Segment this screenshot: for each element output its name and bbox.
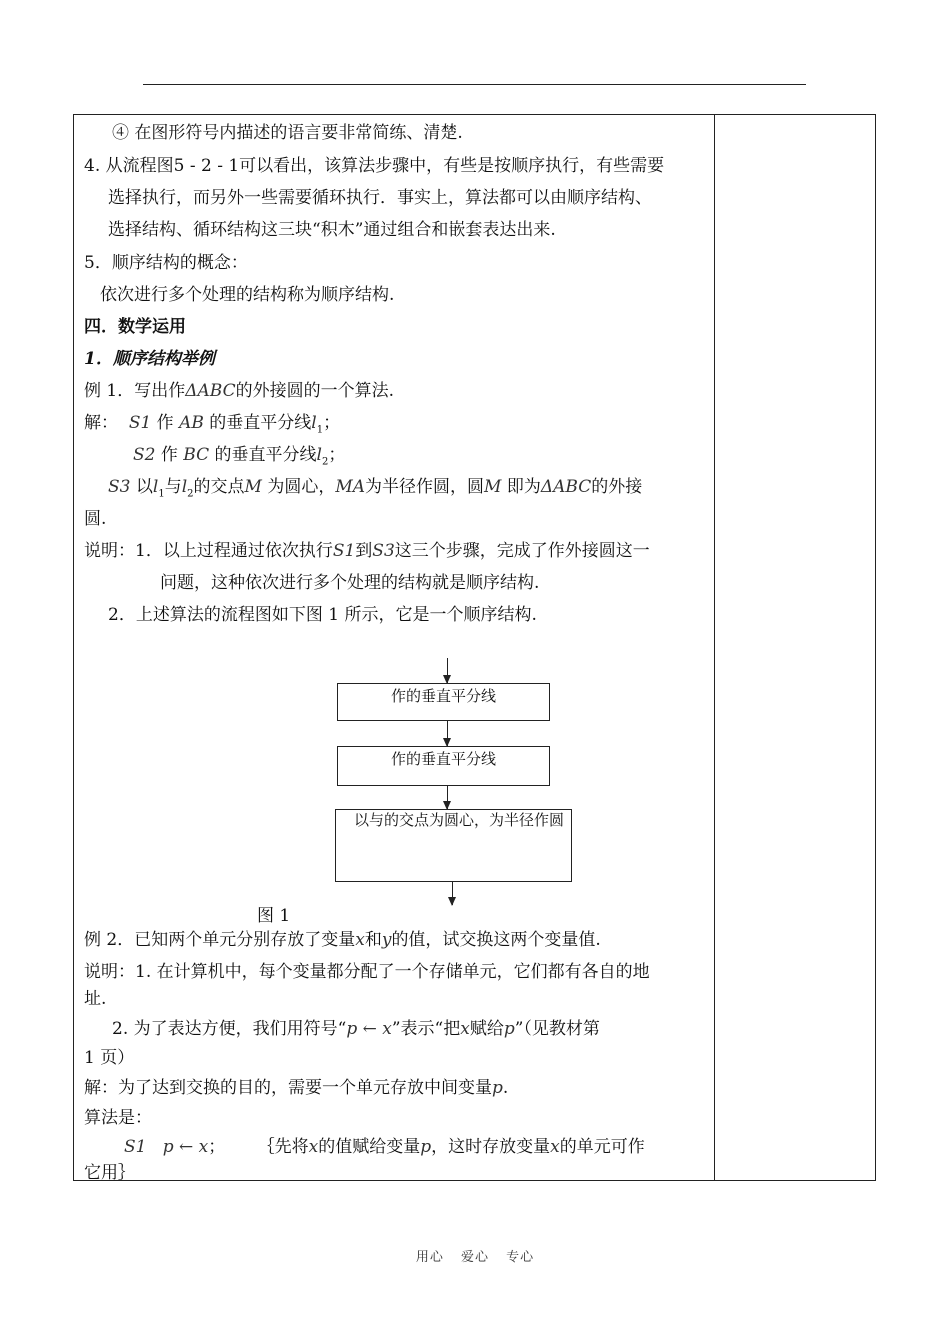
flow-box-step-2: 作的垂直平分线 <box>337 746 550 786</box>
math: BC <box>183 445 210 465</box>
text-line: 选择执行，而另外一些需要循环执行．事实上，算法都可以由顺序结构、 <box>108 188 652 208</box>
text-line: 5．顺序结构的概念： <box>84 253 248 273</box>
text: 为半径作圆，圆 <box>365 477 485 497</box>
text: 的外接 <box>591 477 643 497</box>
text: 作 <box>151 413 180 433</box>
flow-arrow <box>447 721 448 746</box>
footer-item: 专心 <box>506 1250 535 1265</box>
text: 即为 <box>501 477 541 497</box>
page-footer <box>0 1246 950 1265</box>
text: 的值，试交换这两个变量值. <box>391 930 601 950</box>
math: p <box>492 1078 503 1098</box>
text: ； <box>208 1137 226 1157</box>
text: 2. 为了表达方便，我们用符号“ <box>112 1019 347 1039</box>
subscript: 1 <box>158 488 165 500</box>
text: 和 <box>364 930 382 950</box>
solution-step-3 <box>108 472 642 509</box>
text-line: 依次进行多个处理的结构称为顺序结构. <box>100 285 395 305</box>
math: l <box>316 445 322 465</box>
subscript: 2 <box>187 488 194 500</box>
text-line: 算法是： <box>84 1108 152 1128</box>
note-2-line <box>112 1014 600 1045</box>
text: 的垂直平分线 <box>209 445 317 465</box>
text: ； <box>328 445 346 465</box>
flow-box-step-1: 作的垂直平分线 <box>337 683 550 721</box>
subscript: 2 <box>321 456 329 468</box>
text-line: 2．上述算法的流程图如下图 1 所示，它是一个顺序结构. <box>108 605 537 625</box>
math: l <box>181 477 188 497</box>
math: S1 <box>332 541 356 561</box>
subsection-heading: 1．顺序结构举例 <box>84 349 215 369</box>
example-1-line <box>84 376 394 407</box>
footer-item: 用心 <box>415 1250 444 1265</box>
math: S2 <box>133 445 156 465</box>
math: S1 <box>124 1137 147 1157</box>
math: S3 <box>108 477 131 497</box>
text: 到 <box>355 541 373 561</box>
text-line: 1 页） <box>84 1048 135 1068</box>
text-line: 它用｝ <box>84 1163 135 1183</box>
math: p ← x <box>346 1019 392 1039</box>
math: ΔABC <box>185 381 236 401</box>
text-line: 选择结构、循环结构这三块“积木”通过组合和嵌套表达出来. <box>108 220 556 240</box>
math: AB <box>179 413 204 433</box>
flow-box-step-3 <box>335 809 572 882</box>
text: ，这时存放变量 <box>431 1137 551 1157</box>
text: 为圆心， <box>261 477 336 497</box>
note-1-line <box>84 536 650 567</box>
flow-box-label: 以与的交点为圆心，为半径作圆 <box>354 811 565 829</box>
math: S1 <box>128 413 152 433</box>
section-heading: 四．数学运用 <box>84 317 186 337</box>
text: ”表示“把 <box>391 1019 461 1039</box>
algorithm-step-1 <box>124 1132 645 1163</box>
text-line: 说明：1. 在计算机中，每个变量都分配了一个存储单元，它们都有各自的地 <box>84 962 650 982</box>
text-line: 圆. <box>84 509 107 529</box>
text: 的交点 <box>193 477 245 497</box>
math: p ← x <box>162 1137 209 1157</box>
math: p <box>420 1137 432 1157</box>
text: 的垂直平分线 <box>203 413 312 433</box>
text: 例 1．写出作 <box>84 381 186 401</box>
text: 例 2．已知两个单元分别存放了变量 <box>84 930 356 950</box>
text-line: 4. 从流程图5 - 2 - 1可以看出，该算法步骤中，有些是按顺序执行，有些需要 <box>84 156 665 176</box>
text-line: 问题，这种依次进行多个处理的结构就是顺序结构. <box>160 573 540 593</box>
math: y <box>381 930 392 950</box>
flowchart <box>330 655 590 895</box>
text: . <box>502 1078 509 1098</box>
math: M <box>484 477 502 497</box>
math: l <box>152 477 159 497</box>
math: M <box>244 477 262 497</box>
math: x <box>355 930 365 950</box>
text: 与 <box>164 477 182 497</box>
text: 解： <box>84 413 118 433</box>
text: 这三个步骤，完成了作外接圆这一 <box>394 541 650 561</box>
math: l <box>311 413 317 433</box>
math: x <box>550 1137 560 1157</box>
text: 作 <box>155 445 184 465</box>
text: 赋给 <box>469 1019 504 1039</box>
math: x <box>308 1137 319 1157</box>
text-line: ④ 在图形符号内描述的语言要非常简练、清楚. <box>112 123 463 143</box>
math: MA <box>335 477 366 497</box>
text: 的单元可作 <box>559 1137 645 1157</box>
header-rule <box>143 84 806 85</box>
flow-arrow <box>447 658 448 683</box>
solution-2-line <box>84 1073 508 1104</box>
text: ； <box>323 413 341 433</box>
example-2-line <box>84 925 601 956</box>
text: ”（见教材第 <box>514 1019 600 1039</box>
figure-caption: 图 1 <box>257 906 291 926</box>
text: 说明：1．以上过程通过依次执行 <box>84 541 333 561</box>
flow-arrow <box>452 882 453 905</box>
flow-arrow <box>447 786 448 809</box>
math: p <box>503 1019 515 1039</box>
text: 解：为了达到交换的目的，需要一个单元存放中间变量 <box>84 1078 492 1098</box>
text: 的外接圆的一个算法. <box>235 381 395 401</box>
math: x <box>460 1019 470 1039</box>
math: ΔABC <box>540 477 592 497</box>
text: ｛先将 <box>257 1137 309 1157</box>
text: 的值赋给变量 <box>318 1137 421 1157</box>
text-line: 址. <box>84 989 107 1009</box>
table-column-divider <box>714 114 715 1181</box>
text: 以 <box>130 477 153 497</box>
footer-item: 爱心 <box>460 1250 489 1265</box>
subscript: 1 <box>316 424 324 436</box>
math: S3 <box>372 541 395 561</box>
